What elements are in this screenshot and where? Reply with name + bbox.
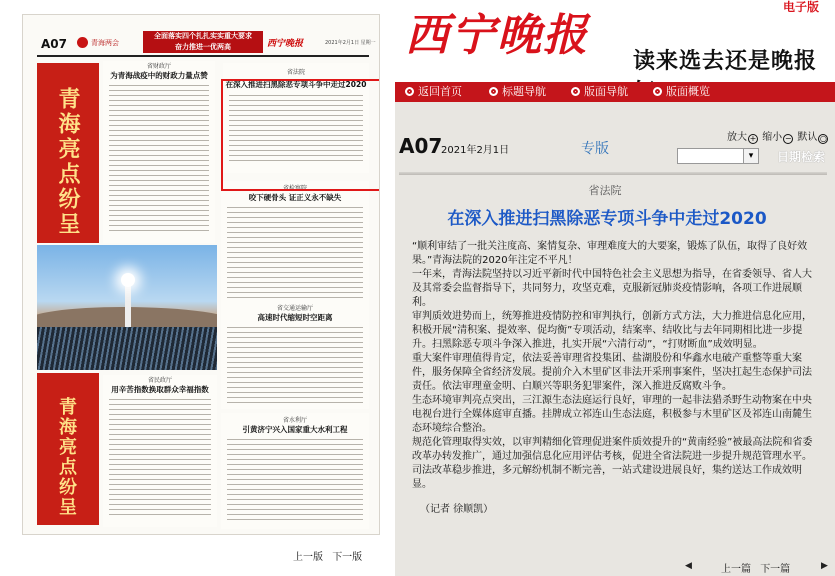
article-paragraph: 重大案件审理值得肯定，依法妥善审理省投集团、盐湖股份和华鑫水电破产重整等重大案件，服务保障全省经济发展。提前介入木里矿区非法开采刑事案件，坚决扛起生态保护司法责任。依法审理童金明、白顺兴等职务犯罪案件，深入推进反腐败斗争。: [412, 353, 812, 392]
page-article[interactable]: [221, 413, 369, 529]
article-paragraph: 生态环境审判亮点突出，三江源生态法庭运行良好，审理的一起非法猎杀野生动物案在中央电视台进行全媒体庭审直播。挂牌成立祁连山生态法庭，积极参与木里矿区及祁连山南麓生态环境综合整治。: [412, 395, 812, 434]
nav-label: 版面导航: [584, 85, 628, 98]
article-paragraph: 审判质效进势而上，统筹推进疫情防控和审判执行，创新方式方法，大力推进信息化应用，积极开展“清积案、提效率、促均衡”专项活动，结案率、结收比与去年同期相比进一步提升。扫黑除恶专项斗争深入推进，扎实开展“六清行动”，“打财断血”成效明显。: [412, 311, 812, 350]
zoom-controls: [727, 128, 829, 144]
article-headline: 用辛苦指数换取群众幸福指数: [111, 385, 209, 394]
article-text: [227, 205, 363, 299]
article-headline: 咬下硬骨头 证正义永不缺失: [248, 193, 342, 202]
emblem-icon: [77, 37, 88, 48]
nav-label: 标题导航: [502, 85, 546, 98]
selected-article-highlight: [221, 79, 380, 191]
scroll-left-icon[interactable]: ◀: [685, 561, 692, 571]
page-article[interactable]: [221, 181, 369, 305]
bullet-icon: [653, 87, 662, 96]
zoom-in-icon[interactable]: +: [749, 134, 757, 143]
page-header: [23, 15, 379, 53]
page-section: 专版: [581, 141, 609, 157]
header-rule: [37, 55, 369, 57]
banner-line: 奋力推进一优两高: [175, 43, 231, 51]
masthead: [395, 0, 835, 82]
masthead-slogan: 读来选去还是晚报: [633, 49, 818, 74]
date-input[interactable]: [677, 148, 747, 164]
article-kicker: 省检察院: [282, 185, 307, 192]
page-number: A07: [41, 37, 67, 51]
article-body: [412, 240, 815, 492]
article-headline: 高速时代缩短时空距离: [257, 313, 333, 322]
feature-strip: [37, 373, 99, 525]
bullet-icon: [405, 87, 414, 96]
nav-label: 版面概览: [666, 85, 710, 98]
feature-strip-text: 青海亮点纷呈: [55, 87, 81, 237]
page-pager: [293, 548, 368, 563]
zoom-default-icon[interactable]: ○: [819, 134, 827, 143]
article-pager: [721, 560, 796, 575]
article-kicker: 省交通运输厅: [276, 305, 313, 312]
bullet-icon: [489, 87, 498, 96]
article-paragraph: “顺利审结了一批关注度高、案情复杂、审理难度大的大要案，锻炼了队伍，取得了良好效果。”青海法院的2020年注定不平凡！: [412, 241, 808, 266]
nav-label: 返回首页: [418, 85, 462, 98]
newspaper-page-panel: [0, 0, 395, 576]
reader-panel: [395, 0, 835, 576]
page-date: 2021年2月1日 星期一: [325, 40, 376, 46]
article-text: [227, 325, 363, 403]
date-search-button[interactable]: 日期检索: [777, 150, 826, 164]
article-paragraph: 一年来，青海法院坚持以习近平新时代中国特色社会主义思想为指导，在省委领导、省人大及其常委会监督指导下，共同努力，攻坚克难，克服新冠肺炎疫情影响，各项工作进展顺利。: [412, 269, 812, 308]
article-author: （记者 徐顺凯）: [420, 504, 494, 515]
page-banner: [143, 31, 263, 53]
nav-page-overview[interactable]: [653, 82, 710, 102]
nav-home[interactable]: [405, 82, 462, 102]
next-page-link[interactable]: 下一版: [332, 552, 363, 563]
article-paragraph: 司法改革稳步推进，多元解纷机制不断完善，一站式建设进展良好，集约送达工作成效明显。: [412, 465, 802, 490]
article-headline: 在深入推进扫黑除恶专项斗争中走过2020: [225, 80, 367, 89]
article-paragraph: 规范化管理取得实效，以审判精细化管理促进案件质效提升的“黄南经验”被最高法院和省委改革办转发推广，通过加强信息化应用评估考核，促进全省法院进一步提升规范管理水平。: [412, 437, 813, 462]
page-article[interactable]: [103, 375, 217, 527]
edition-label: 电子版: [783, 0, 820, 14]
article-text: [109, 397, 211, 517]
newspaper-page-image[interactable]: [22, 14, 380, 535]
nav-page-index[interactable]: [571, 82, 628, 102]
banner-line: 全面落实四个扎扎实实重大要求: [154, 32, 252, 40]
article-title: 在深入推进扫黑除恶专项斗争中走过2020: [447, 209, 767, 229]
prev-article-link[interactable]: 上一篇: [721, 564, 751, 575]
solar-plant-photo: [37, 245, 217, 370]
divider: [399, 172, 827, 175]
zoom-in-label: 放大: [727, 132, 747, 143]
page-info-bar: [395, 102, 835, 172]
section-label: 青海两会: [91, 39, 119, 47]
article-view: [395, 176, 835, 528]
article-kicker: 省民政厅: [147, 377, 172, 384]
scrollbar: [685, 561, 706, 571]
article-kicker: 省水利厅: [282, 417, 307, 424]
zoom-out-label: 缩小: [762, 132, 783, 143]
page-article[interactable]: [221, 301, 369, 409]
calendar-icon[interactable]: ▾: [743, 148, 759, 164]
page-number: A07: [399, 134, 443, 158]
nav-title-index[interactable]: [489, 82, 546, 102]
prev-page-link[interactable]: 上一版: [293, 552, 323, 563]
zoom-default-label: 默认: [797, 132, 818, 143]
next-article-link[interactable]: 下一篇: [760, 564, 791, 575]
masthead-logo[interactable]: 西宁晚报: [405, 10, 589, 61]
article-kicker: 省财政厅: [146, 63, 171, 70]
bullet-icon: [571, 87, 580, 96]
feature-strip: [37, 63, 99, 243]
article-text: [227, 437, 363, 523]
article-text: [109, 83, 209, 233]
article-headline: 为青海战疫中的财政力量点赞: [110, 71, 208, 80]
page-masthead: 西宁晚报: [267, 39, 304, 49]
page-article[interactable]: [103, 61, 215, 243]
article-kicker: 省法院: [286, 69, 305, 76]
scroll-right-icon[interactable]: ▶: [821, 561, 828, 571]
page-date: 2021年2月1日: [441, 145, 510, 156]
zoom-out-icon[interactable]: −: [784, 134, 792, 143]
feature-strip-text: 青海亮点纷呈: [56, 397, 77, 517]
article-kicker: 省法院: [588, 184, 622, 197]
main-navbar: [395, 82, 835, 102]
article-headline: 引黄济宁兴入国家重大水利工程: [242, 425, 348, 434]
